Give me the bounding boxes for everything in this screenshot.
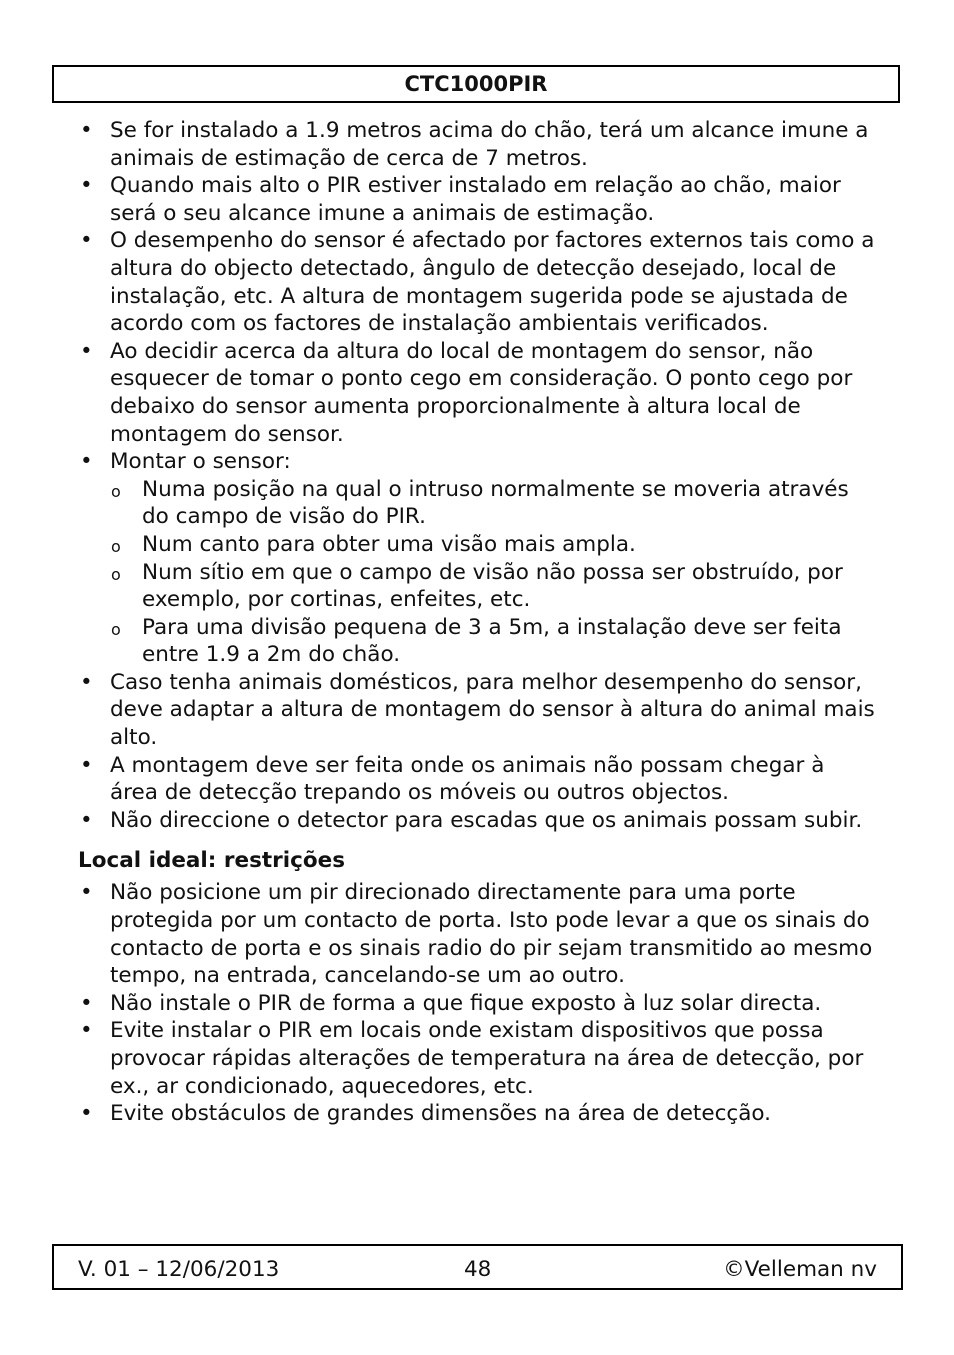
sub-list-item-text: Numa posição na qual o intruso normalmente se moveria através do campo de visão do PIR. — [142, 476, 849, 530]
footer-box — [52, 1244, 903, 1290]
list-item-text: O desempenho do sensor é afectado por factores externos tais como a altura do objecto detectado, ângulo de detecção desejado, local de instalação, etc. A altura de montagem sugerida pode se ajustada de acordo com os factores de instalação ambientais verificados. — [110, 228, 875, 337]
sub-list-item-text: Num sítio em que o campo de visão não possa ser obstruído, por exemplo, por cortinas, enfeites, etc. — [142, 559, 843, 613]
list-item-text: Montar o sensor: — [110, 449, 291, 475]
bullet-icon: • — [80, 118, 93, 143]
bullet-icon: • — [80, 1018, 93, 1044]
bullet-icon: • — [80, 990, 93, 1016]
bullet-list-installation — [78, 117, 878, 834]
list-item — [78, 1017, 878, 1100]
list-item-text: Se for instalado a 1.9 metros acima do chão, terá um alcance imune a animais de estimação de cerca de 7 metros. — [110, 118, 869, 171]
list-item — [78, 1100, 878, 1128]
sub-list-item — [110, 476, 878, 531]
bullet-icon: • — [80, 752, 93, 778]
list-item-text: Ao decidir acerca da altura do local de montagem do sensor, não esquecer de tomar o ponto cego em consideração. O ponto cego por debaixo do sensor aumenta proporcionalmente à altura local de montagem do sensor. — [110, 338, 853, 447]
list-item — [78, 227, 878, 337]
list-item — [78, 990, 878, 1018]
list-item-text: Não instale o PIR de forma a que fique exposto à luz solar directa. — [110, 990, 822, 1016]
bullet-icon: • — [80, 1101, 93, 1127]
list-item-text: Não direccione o detector para escadas que os animais possam subir. — [110, 807, 863, 833]
list-item — [78, 879, 878, 989]
circle-bullet-icon: o — [111, 481, 121, 501]
section-heading: Local ideal: restrições — [78, 848, 346, 874]
list-item — [78, 172, 878, 227]
bullet-icon: • — [80, 669, 93, 695]
circle-bullet-icon: o — [111, 536, 121, 556]
bullet-icon: • — [80, 228, 93, 254]
bullet-icon: • — [80, 807, 93, 833]
list-item-text: Caso tenha animais domésticos, para melhor desempenho do sensor, deve adaptar a altura de montagem do sensor à altura do animal mais alto. — [110, 669, 875, 751]
list-item — [78, 338, 878, 448]
header-box — [52, 65, 900, 103]
list-item-text: Evite obstáculos de grandes dimensões na área de detecção. — [110, 1101, 772, 1127]
document-title: CTC1000PIR — [404, 72, 548, 96]
bullet-icon: • — [80, 880, 93, 906]
sub-list-item — [110, 559, 878, 614]
circle-bullet-icon: o — [111, 564, 121, 584]
bullet-icon: • — [80, 338, 93, 364]
list-item — [78, 752, 878, 807]
list-item — [78, 669, 878, 752]
bullet-icon: • — [80, 173, 93, 199]
list-item-text: Não posicione um pir direcionado directamente para uma porte protegida por um contacto de porta. Isto pode levar a que os sinais do contacto de porta e os sinais radio do pir sejam transmitido ao mesmo tempo, na entrada, cancelando-se um ao outro. — [110, 880, 873, 989]
bullet-icon: • — [80, 449, 93, 475]
circle-bullet-icon: o — [111, 619, 121, 639]
list-item — [78, 448, 878, 669]
copyright-text: ©Velleman nv — [723, 1257, 877, 1282]
sub-list-item — [110, 531, 878, 559]
list-item-text: Quando mais alto o PIR estiver instalado em relação ao chão, maior será o seu alcance imune a animais de estimação. — [110, 173, 841, 226]
page-number: 48 — [464, 1257, 492, 1282]
sub-list-mounting — [110, 476, 878, 669]
page-content — [78, 117, 878, 1128]
bullet-list-restrictions — [78, 879, 878, 1127]
sub-list-item-text: Num canto para obter uma visão mais ampla. — [142, 531, 636, 557]
list-item — [78, 117, 878, 172]
version-text: V. 01 – 12/06/2013 — [78, 1257, 280, 1282]
list-item-text: Evite instalar o PIR em locais onde existam dispositivos que possa provocar rápidas alterações de temperatura na área de detecção, por ex., ar condicionado, aquecedores, etc. — [110, 1018, 864, 1099]
list-item — [78, 807, 878, 835]
sub-list-item — [110, 614, 878, 669]
list-item-text: A montagem deve ser feita onde os animais não possam chegar à área de detecção trepando os móveis ou outros objectos. — [110, 752, 825, 806]
sub-list-item-text: Para uma divisão pequena de 3 a 5m, a instalação deve ser feita entre 1.9 a 2m do chão. — [142, 614, 842, 668]
